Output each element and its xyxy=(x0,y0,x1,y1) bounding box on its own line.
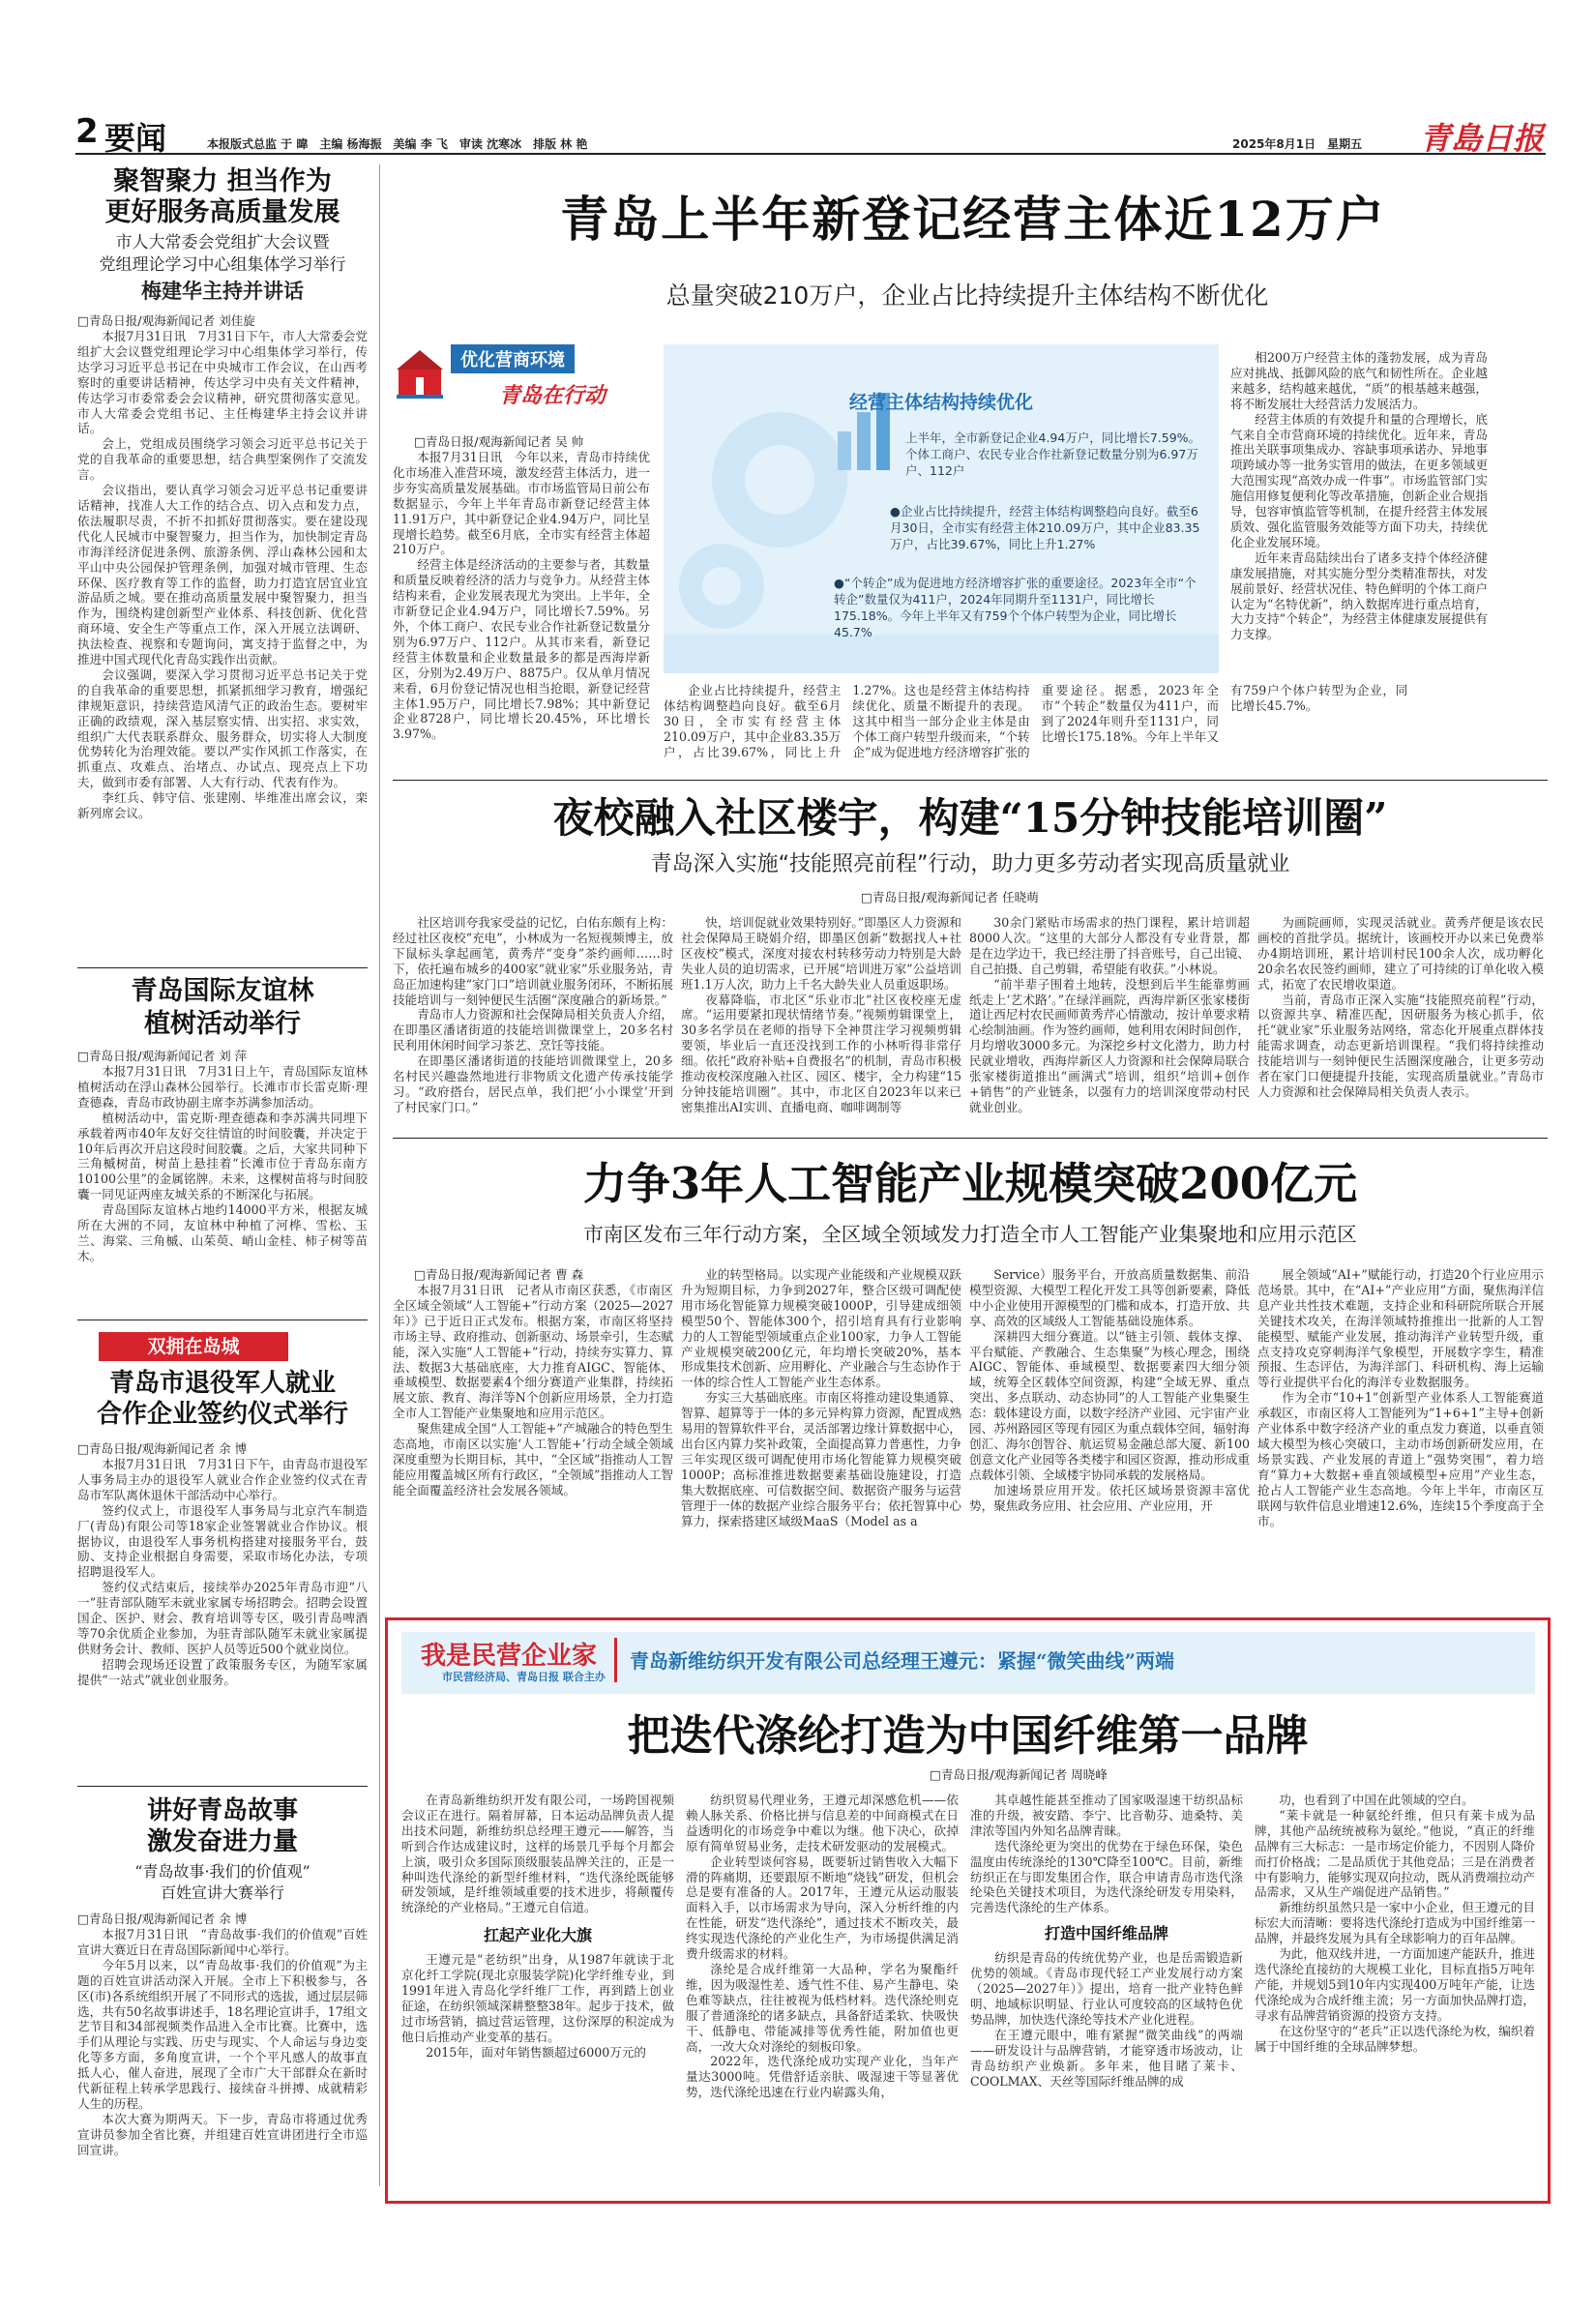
byline: □青岛日报/观海新闻记者 余 博 xyxy=(77,1441,248,1456)
paragraph: 签约仪式结束后，接续举办2025年青岛市迎“八一”驻青部队随军未就业家属专场招聘会。招聘会设置国企、医护、财会、教育培训等专区，吸引青岛啤酒等70余优质企业参加，为驻青部队随军未就业家属提供财务会计、教师、医护人员等近500个就业岗位。 xyxy=(77,1580,368,1656)
paragraph: 夯实三大基础底座。市南区将推动建设集通算、智算、超算等于一体的多元异构算力资源，配置成熟易用的智算软件平台，灵活部署边缘计算数据中心，出台区内算力奖补政策，全面提高算力普惠性，力争三年实现区级可调配使用市场化智能算力规模突破1000P；高标准推进数据要素基础设施建设，打造集大数据底座、可信数据空间、数据资产服务与运营管理于一体的数据产业综合服务平台；依托智算中心算力，探索搭建区域级MaaS（Model as a xyxy=(681,1390,961,1528)
infographic-point: ●“个转企”成为促进地方经济增容扩张的重要途径。2023年全市“个转企”数量仅为411户，2024年同期升至1131户，同比增长175.18%。今年上半年又有759个个体户转型为企业，同比增长45.7% xyxy=(834,576,1197,639)
paragraph: 企业占比持续提升，经营主体结构调整趋向良好。截至6月30日，全市实有经营主体210.09万户，其中企业83.35万户，占比39.67%，同比上升1.27%。这也是经营主体结构持续优化、质量不断提升的表现。这其中相当一部分企业主体是由个体工商户转型升级而来，“个转企”成为促进地方经济增容扩张的重要途径。据悉，2023年全市“个转企”数量仅为411户，而到了2024年则升至1131户，同比增长175.18%。今年上半年又有759户个体户转型为企业，同比增长45.7%。 xyxy=(664,683,1408,759)
paragraph: “莱卡就是一种氨纶纤维，但只有莱卡成为品牌，其他产品统统被称为氨纶。”他说，“真正的纤维品牌有三大标志：一是市场定价能力，不因别人降价而打价格战；二是品质优于其他竞品；三是在消费者中有影响力，能够实现双向拉动，既从消费端拉动产品需求，又从生产端促进产品销售。” xyxy=(1255,1807,1535,1900)
article-4-title: 把迭代涤纶打造为中国纤维第一品牌 xyxy=(627,1711,1309,1761)
article-3-col-3 xyxy=(969,1267,1250,1602)
article-1-body-right xyxy=(1230,350,1488,766)
paragraph: 作为全市“10+1”创新型产业体系人工智能赛道承载区，市南区将人工智能列为“1+6+1”主导+创新产业体系中数字经济产业的重点发力赛道，以垂直领域大模型为核心突破口，主动市场创新研发应用，在场景实践、产业发展的青道上“强势突围”，着力培育“算力+大数据+垂直领域模型+应用”产业生态，抢占人工智能产业生态高地。今年上半年，市南区互联网与软件信息业增速12.6%，连续15个季度高于全市。 xyxy=(1257,1390,1544,1528)
paragraph: 本报7月31日讯 7月31日下午，由青岛市退役军人事务局主办的退役军人就业合作企业签约仪式在青岛市军队离休退休干部活动中心举行。 xyxy=(77,1457,368,1502)
paragraph: 其卓越性能甚至推动了国家吸湿速干纺织品标准的升级，被安踏、李宁、比音勒芬、迪桑特、美津浓等国内外知名品牌青睐。 xyxy=(970,1793,1243,1838)
paragraph: 社区培训夸我家受益的记忆，白佑东颇有上构：经过社区夜校“充电”，小林成为一名短视频博主，放下鼠标头拿起画笔，黄秀芹“变身”茶约画师……时下，依托遍布城乡的400家“就业家”乐业服务站，青岛正加速构建“家门口”培训就业服务闭环，不断拓展技能培训与一刻钟便民生活圈“深度融合的新场景。” xyxy=(393,915,673,1007)
article-3-col-1 xyxy=(393,1283,673,1602)
paragraph: 2022年，迭代涤纶成功实现产业化，当年产量达3000吨。凭借舒适亲肤、吸湿速干等显著优势，迭代涤纶迅速在行业内崭露头角， xyxy=(686,2054,959,2100)
story-title: 合作企业签约仪式举行 xyxy=(96,1400,348,1429)
paragraph: 本报7月31日讯 “青岛故事·我们的价值观”百姓宣讲大赛近日在青岛国际新闻中心举行。 xyxy=(77,1927,368,1957)
article-3-col-2 xyxy=(681,1267,961,1602)
paragraph: 本报7月31日讯 7月31日下午，市人大常委会党组扩大会议暨党组理论学习中心组集体学习举行，传达学习习近平总书记在中央城市工作会议，在山西考察时的重要讲话精神，传达学习中央有关文件精神，传达学习市委常委会会议精神，研究贯彻落实意见。市人大常委会党组书记、主任梅建华主持会议并讲话。 xyxy=(77,329,368,436)
article-1-body-middle xyxy=(664,683,1408,772)
paragraph: 近年来青岛陆续出台了诸多支持个体经济健康发展措施，对其实施分型分类精准帮扶，对发展前景好、经营状况佳、特色鲜明的个体工商户认定为“名特优新”，纳入数据库进行重点培育，大力支持“个转企”，为经营主体健康发展提供有力支撑。 xyxy=(1230,549,1488,642)
paragraph: 本次大赛为期两天。下一步，青岛市将通过优秀宣讲员参加全省比赛，并组建百姓宣讲团进行全市巡回宣讲。 xyxy=(77,2111,368,2157)
story-subtitle: “青岛故事·我们的价值观” xyxy=(134,1862,310,1881)
left-story-2 xyxy=(77,975,368,1306)
left-story-1 xyxy=(77,166,368,960)
paragraph: 在这份坚守的“老兵”正以迭代涤纶为枚，编织着属于中国纤维的全球品牌梦想。 xyxy=(1255,2023,1535,2054)
story-title: 激发奋进力量 xyxy=(146,1827,298,1856)
paragraph: 在即墨区潘诸街道的技能培训微课堂上，20多名村民兴趣盎然地进行非物质文化遗产传承技能学习。“政府搭台，居民点单，我们把‘小小课堂’开到了村民家门口。” xyxy=(393,1053,673,1114)
staff-credits: 本报版式总监 于 暐 主编 杨海振 美编 李 飞 审读 沈寒冰 排版 林 艳 xyxy=(207,137,588,151)
article-3-col-4 xyxy=(1257,1267,1544,1602)
paragraph: 当前，青岛市正深入实施“技能照亮前程”行动，以资源共享、精准匹配，因研服务为核心抓手，依托“就业家”乐业服务站网络，常态化开展重点群体技能需求调查，动态更新培训课程。“我们将持续推动技能培训与一刻钟便民生活圈深度融合，让更多劳动者在家门口便捷提升技能，实现高质量就业。”青岛市人力资源和社会保障局相关负责人表示。 xyxy=(1257,992,1544,1099)
paragraph: 加速场景应用开发。依托区域场景资源丰富优势，聚焦政务应用、社会应用、产业应用，开 xyxy=(969,1482,1250,1513)
divider xyxy=(393,780,1548,781)
byline: □青岛日报/观海新闻记者 吴 帅 xyxy=(414,434,584,449)
story-subtitle: 党组理论学习中心组集体学习举行 xyxy=(99,255,346,275)
paragraph: 涤纶是合成纤维第一大品种，学名为聚酯纤维，因为吸湿性差、透气性不佳、易产生静电、染色难等缺点，往往被视为低档材料。迭代涤纶则克服了普通涤纶的诸多缺点，具备舒适柔软、快吸快干、低静电、带能减排等优秀性能，附加值也更高，一改大众对涤纶的刻板印象。 xyxy=(686,1961,959,2054)
divider xyxy=(77,1786,368,1787)
paragraph: 深耕四大细分赛道。以“链主引领、载体支撑、平台赋能、产教融合、生态集聚”为核心理念，围绕AIGC、智能体、垂域模型、数据要素四大细分领域，统筹全区载体空间资源，构建“全域无界、重点突出、多点联动、动态协同”的人工智能产业集聚生态：载体建设方面，以数字经济产业园、元宇宙产业园、苏州路园区等现有园区为重点载体空间，辐射海创汇、海尔创智谷、航运贸易金融总部大厦、新100创意文化产业园等各类楼宇和园区资源，推动形成重点载体引领、全域楼宇协同承载的发展格局。 xyxy=(969,1328,1250,1482)
paragraph: 本报7月31日讯 7月31日上午，青岛国际友谊林植树活动在浮山森林公园举行。长滩市市长雷克斯·理查德森，青岛市政协副主席李苏满参加活动。 xyxy=(77,1064,368,1110)
story-title: 植树活动举行 xyxy=(144,1009,301,1039)
badge-slogan: 青岛在行动 xyxy=(499,383,606,408)
paragraph: 青岛国际友谊林占地约14000平方米，根据友城所在大洲的不同，友谊林中种植了河桦、雪松、玉兰、海棠、三角槭、山茱萸、峭山金桂、柿子树等苗木。 xyxy=(77,1202,368,1263)
article-2-title: 夜校融入社区楼宇，构建“15分钟技能培训圈” xyxy=(552,794,1388,842)
paragraph: 企业转型谈何容易，既要斩过销售收入大幅下滑的阵痛期，还要跟原不断地“烧钱”研发，但机会总是要有准备的人。2017年，王遵元从运动服装面料入手，以市场需求为导向，深入分析纤维的内在性能，研发“迭代涤纶”，通过技术不断攻关，最终实现迭代涤纶的产业化生产，为市场提供满足消费升级需求的材料。 xyxy=(686,1853,959,1962)
column-badge xyxy=(393,335,683,431)
section-name: 要闻 xyxy=(104,120,167,157)
paragraph: 快，培训促就业效果特别好。”即墨区人力资源和社会保障局王晓娟介绍，即墨区创新“数据找人+社区夜校”模式，深度对接农村转移劳动力特别是大龄失业人员的迫切需求，已开展“培训进万家”公益培训班1.1万人次，助力上千名大龄失业人员重返职场。 xyxy=(681,915,961,992)
paragraph: 今年5月以来，以“青岛故事·我们的价值观”为主题的百姓宣讲活动深入开展。全市上下积极参与，各区(市)各系统组织开展了不同形式的选拔，通过层层筛选，共有50名故事讲述手，18名理论宣讲手，17组文艺节目和34部视频类作品进入全市比赛。比赛中，选手们从理论与实践、历史与现实、个人命运与身边变化等多方面，多角度宣讲，一个个平凡感人的故事直抵人心，催人奋进，展现了全市广大干部群众在新时代新征程上转承学思践行、接续奋斗拼搏、成就精彩人生的历程。 xyxy=(77,1957,368,2111)
article-4-col-3 xyxy=(970,1793,1243,2195)
badge-label: 优化营商环境 xyxy=(451,344,575,373)
section-heading: 扛起产业化大旗 xyxy=(483,1926,592,1945)
issue-date: 2025年8月1日 星期五 xyxy=(1232,137,1363,151)
byline: □青岛日报/观海新闻记者 余 博 xyxy=(77,1912,248,1926)
article-1-body-left xyxy=(393,450,650,750)
page-number: 2 xyxy=(75,112,99,151)
article-3-subtitle: 市南区发布三年行动方案，全区域全领域发力打造全市人工智能产业集聚地和应用示范区 xyxy=(583,1223,1357,1246)
paragraph: 纺织贸易代理业务，王遵元却深感危机——依赖人脉关系、价格比拼与信息差的中间商模式在日益透明化的市场竞争中难以为继。他下决心，砍掉原有简单贸易业务，走技术研发驱动的发展模式。 xyxy=(686,1793,959,1853)
article-4-col-4 xyxy=(1255,1793,1535,2195)
byline: □青岛日报/观海新闻记者 周晓峰 xyxy=(930,1767,1108,1782)
paragraph: 会议指出，要认真学习领会习近平总书记重要讲话精神，找准人大工作的结合点、切入点和发力点，依法履职尽责，不折不扣抓好贯彻落实。要在建设现代化人民城市中聚智聚力，担当作为，加快制定青岛市海洋经济促进条例、旅游条例、浮山森林公园和太平山中央公园保护管理条例，加强对城市管理、生态环保、医疗教育等工作的监督，助力打造宜居宜业宜游品质之城。要在推动高质量发展中聚智聚力，担当作为，围绕构建创新型产业体系、科技创新、优化营商环境、安全生产等重点工作，深入开展立法调研、执法检查、视察和专题询问，寓支持于监督之中，为推进中国式现代化青岛实践作出贡献。 xyxy=(77,483,368,667)
story-subtitle: 百姓宣讲大赛举行 xyxy=(160,1883,284,1902)
paragraph: 迭代涤纶更为突出的优势在于绿色环保，染色温度由传统涤纶的130℃降至100℃。目前，新维纺织正在与即发集团合作，联合申请青岛市迭代涤纶染色关键技术项目，为迭代涤纶研发专用染料，完善迭代涤纶的生产体系。 xyxy=(970,1838,1243,1915)
story-title: 青岛国际友谊林 xyxy=(131,976,314,1006)
paragraph: 为此，他双线并进，一方面加速产能跃升，推进迭代涤纶直接纺的大规模工业化，目标直指5万吨年产能，并规划5到10年内实现400万吨年产能，让迭代涤纶成为合成纤维主流；另一方面加快品牌打造，寻求有品牌营销资源的投资方支持。 xyxy=(1255,1946,1535,2023)
article-2-col-4 xyxy=(1257,915,1544,1128)
infographic-panel xyxy=(664,344,1219,673)
infographic-point: 上半年，全市新登记企业4.94万户，同比增长7.59%。个体工商户、农民专业合作社新登记数量分别为6.97万户、112户 xyxy=(905,430,1201,478)
paragraph: 会议强调，要深入学习贯彻习近平总书记关于党的自我革命的重要思想，抓紧抓细学习教育，增强纪律规矩意识，持续营造风清气正的政治生态。要树牢正确的政绩观，深入基层察实情、出实招、求实效，组织广大代表联系群众、服务群众，切实将人大制度优势转化为治理效能。要以严实作风抓工作落实，在抓重点、攻难点、治堵点、办试点、现亮点上下功夫，做到市委有部署、人大有行动、代表有作为。 xyxy=(77,667,368,790)
paragraph: 签约仪式上，市退役军人事务局与北京汽车制造厂(青岛)有限公司等18家企业签署就业合作协议。根据协议，由退役军人事务机构搭建对接服务平台，鼓励、支持企业根据自身需要，采取市场化办法，专项招聘退役军人。 xyxy=(77,1502,368,1580)
paragraph: 王遵元是“老纺织”出身，从1987年就读于北京化纤工学院(现北京服装学院)化学纤维专业，到1991年进入青岛化学纤维厂工作，再到踏上创业征途，在纺织领域深耕整整38年。起步于技术，做过市场营销，搞过营运管理，这份深厚的积淀成为他日后推动产业变革的基石。 xyxy=(401,1952,674,2044)
story-subtitle: 梅建华主持并讲话 xyxy=(141,279,304,303)
byline: □青岛日报/观海新闻记者 任晓萌 xyxy=(861,890,1039,904)
paragraph: 会上，党组成员围绕学习领会习近平总书记关于党的自我革命的重要思想，结合典型案例作了交流发言。 xyxy=(77,436,368,483)
paragraph: 本报7月31日讯 记者从市南区获悉，《市南区全区域全领域“人工智能+”行动方案（2025—2027年）》已于近日正式发布。根据方案，市南区将坚持市场主导、政府推动、创新驱动、场景牵引，生态赋能，深入实施“人工智能+”行动，持续夯实算力、算法、数据3大基础底座，大力推育AIGC、智能体、垂域模型、数据要素4个细分赛道产业集群，持续拓展文旅、教育、海洋等N个创新应用场景，全力打造全市人工智能产业集聚地和应用示范区。 xyxy=(393,1283,673,1421)
paragraph: Service）服务平台，开放高质量数据集、前沿模型资源、大模型工程化开发工具等创新要素，降低中小企业使用开源模型的门槛和成本，打造开放、共享、高效的区域级人工智能基础设施体系。 xyxy=(969,1267,1250,1328)
paragraph: 展全领域“AI+”赋能行动，打造20个行业应用示范场景。其中，在“AI+”产业应用”方面，聚焦海洋信息产业共性技术难题，支持企业和科研院所联合开展关键技术攻关，在海洋领域特推推出一批新的人工智能模型、赋能产业发展，推动海洋产业转型升级，重点支持攻克穿刺海洋气象模型，开展数字孪生，精准预报、生态评估，为海洋部门、科研机构、海上运输等行业提供平台化的海洋专业数据服务。 xyxy=(1257,1267,1544,1390)
byline: □青岛日报/观海新闻记者 曹 森 xyxy=(414,1267,584,1282)
paragraph: 纺织是青岛的传统优势产业，也是岳需锻造新优势的领域。《青岛市现代轻工产业发展行动方案（2025—2027年）》提出，培育一批产业特色鲜明、地域标识明显、行业认可度较高的区域特色优势品牌，加快迭代涤纶等技术产业化进程。 xyxy=(970,1950,1243,2027)
article-1-subtitle: 总量突破210万户，企业占比持续提升主体结构不断优化 xyxy=(665,282,1269,310)
paragraph: 招聘会现场还设置了政策服务专区，为随军家属提供“一站式”就业创业服务。 xyxy=(77,1656,368,1687)
article-2-col-2 xyxy=(681,915,961,1128)
column-banner: 双拥在岛城 xyxy=(99,1332,288,1361)
paragraph: 30余门紧贴市场需求的热门课程，累计培训超8000人次。“这里的大部分人都没有专业背景，都是在边学边干，我已经注册了抖音账号，自己出镜、自己拍摄、自己剪辑，希望能有收获。”小林说。 xyxy=(969,915,1250,976)
paragraph: 植树活动中，雷克斯·理查德森和李苏满共同埋下承载着两市40年友好交往情谊的时间胶囊，并决定于10年后再次开启这段时间胶囊。之后，大家共同种下三角槭树苗，树苗上悬挂着“长滩市位于青岛东南方10100公里”的金属铭牌。未来，这棵树苗将与时间胶囊一同见证两座友城关系的不断深化与拓展。 xyxy=(77,1110,368,1202)
byline: □青岛日报/观海新闻记者 刘佳旋 xyxy=(77,313,255,328)
divider xyxy=(77,967,368,968)
article-2-col-3 xyxy=(969,915,1250,1128)
left-story-4 xyxy=(77,1795,368,2204)
paragraph: 2015年，面对年销售额超过6000万元的 xyxy=(426,2044,647,2060)
column-sponsor: 市民营经济局、青岛日报 联合主办 xyxy=(442,1671,606,1683)
paragraph: 李红兵、韩守信、张建刚、毕维准出席会议，栾新列席会议。 xyxy=(77,790,368,821)
story-title: 讲好青岛故事 xyxy=(146,1796,298,1825)
paragraph: 业的转型格局。以实现产业能级和产业规模双跃升为短期目标，力争到2027年，整合区级可调配使用市场化智能算力规模突破1000P，引导建成细领模型50个、智能体300个，招引培育具有行业影响力的人工智能型领域重点企业100家，力争人工智能产业规模突破200亿元，年均增长突破20%，基本形成集技术创新、应用孵化、产业融合与生态协作于一体的综合性人工智能产业生态体系。 xyxy=(681,1267,961,1390)
story-title: 更好服务高质量发展 xyxy=(104,197,340,227)
paragraph: 经营主体质的有效提升和量的合理增长，底气来自全市营商环境的持续优化。近年来，青岛推出关联事项集成办、容缺事项承诺办、异地事项跨域办等一批务实管用的做法，在更多领域更大范围实现“高效办成一件事”。市场监管部门实施信用修复便利化等改革措施，创新企业合规指导，包容审慎监管等机制，在提升经营主体发展质效、强化监管服务效能等方面下功夫，持续优化企业发展环境。 xyxy=(1230,411,1488,549)
byline: □青岛日报/观海新闻记者 刘 萍 xyxy=(77,1049,248,1063)
column-headline: 青岛新维纺织开发有限公司总经理王遵元：紧握“微笑曲线”两端 xyxy=(630,1649,1175,1673)
column-name: 我是民营企业家 xyxy=(421,1642,598,1671)
left-story-3 xyxy=(77,1368,368,1776)
infographic-point: ●企业占比持续提升，经营主体结构调整趋向良好。截至6月30日，全市实有经营主体210.09万户，其中企业83.35万户，占比39.67%，同比上升1.27% xyxy=(890,504,1200,551)
infographic-title: 经营主体结构持续优化 xyxy=(848,392,1033,413)
article-2-subtitle: 青岛深入实施“技能照亮前程”行动，助力更多劳动者实现高质量就业 xyxy=(650,852,1290,876)
column-separator xyxy=(614,1638,617,1682)
article-4-col-1 xyxy=(401,1793,674,2195)
paragraph: 相200万户经营主体的蓬勃发展，成为青岛应对挑战、抵御风险的底气和韧性所在。企业越来越多，结构越来越优，“质”的根基越来越强，将不断发展壮大经营活力发展活力。 xyxy=(1230,350,1488,411)
paragraph: 聚焦建成全国“人工智能+”产城融合的特色型生态高地，市南区以实施‘人工智能+’行动全域全领域深度重塑为长期目标，其中，“全区域”指推动人工智能应用覆盖城区所有行政区，“全领域”指推动人工智能全面覆盖经济社会发展各领域。 xyxy=(393,1421,673,1498)
story-title: 聚智聚力 担当作为 xyxy=(113,166,332,196)
paragraph: 在青岛新维纺织开发有限公司，一场跨国视频会议正在进行。隔着屏幕，日本运动品牌负责人提出技术问题，新维纺织总经理王遵元——解答，当听到合作达成建议时，这样的场景几乎每个月都会上演，吸引众多国际顶级服装品牌关注的，正是一种叫迭代涤纶的新型纤维材料，“迭代涤纶既能够研发领域，是纤维领域重要的技术进步，将颠覆传统涤纶的产业格局。”王遵元自信道。 xyxy=(401,1793,674,1915)
paragraph: “前半辈子围着土地转，没想到后半生能靠剪画纸走上‘艺术路’。”在绿洋画院，西海岸新区张家楼街道让西尼村农民画师黄秀芹心情激动，按计单要求精心绘制油画。作为签约画师，她利用农闲时间创作，月均增收3000多元。为深挖乡村文化潜力，助力村民就业增收，西海岸新区人力资源和社会保障局联合张家楼街道推出“画满式”培训，组织“培训+创作+销售”的产业链条，以强有力的培训深度带动村民就业创业。 xyxy=(969,976,1250,1114)
paragraph: 夜幕降临，市北区“乐业市北”社区夜校座无虚席。“运用要紧扣现状情绪节奏。”视频剪辑课堂上，30多名学员在老师的指导下全神贯注学习视频剪辑要领，毕业后一直还没找到工作的小林听得非常仔细。依托“政府补贴+自费报名”的机制，青岛市积极推动夜校深度融入社区、园区、楼宇，全力构建“15分钟技能培训圈”。其中，市北区自2023年以来已密集推出AI实训、直播电商、咖啡调制等 xyxy=(681,992,961,1114)
story-subtitle: 市人大常委会党组扩大会议暨 xyxy=(115,233,330,252)
article-4-col-2 xyxy=(686,1793,959,2195)
article-3-title: 力争3年人工智能产业规模突破200亿元 xyxy=(582,1158,1358,1209)
featured-article-box xyxy=(385,1617,1551,2204)
paragraph: 功，也看到了中国在此领域的空白。 xyxy=(1279,1793,1474,1807)
story-title: 青岛市退役军人就业 xyxy=(108,1369,336,1398)
divider xyxy=(393,1138,1548,1139)
paragraph: 本报7月31日讯 今年以来，青岛市持续优化市场准入准营环境，激发经营主体活力，进一步夯实高质量发展基础。市市场监管局日前公布数据显示，今年上半年青岛市新登记经营主体11.91万户，其中新登记企业4.94万户，同比呈现增长趋势。截至6月底，全市实有经营主体超210万户。 xyxy=(393,450,650,557)
section-heading: 打造中国纤维品牌 xyxy=(1044,1924,1168,1943)
paragraph: 为画院画师，实现灵活就业。黄秀芹便是该农民画校的首批学员。据统计，该画校开办以来已免费举办4期培训班，累计培训村民100余人次，成功孵化20余名农民签约画师，建立了可持续的订单化收入模式，拓宽了农民增收渠道。 xyxy=(1257,915,1544,992)
masthead-logo: 青島日报 xyxy=(1420,120,1545,157)
paragraph: 新维纺织虽然只是一家中小企业，但王遵元的目标宏大而清晰：要将迭代涤纶打造成为中国纤维第一品牌，并最终发展为具有全球影响力的百年品牌。 xyxy=(1255,1900,1535,1946)
page-header xyxy=(75,114,1546,155)
article-1-title: 青岛上半年新登记经营主体近12万户 xyxy=(560,191,1386,248)
paragraph: 青岛市人力资源和社会保障局相关负责人介绍，在即墨区潘诸街道的技能培训微课堂上，20多名村民利用休闲时间学习茶艺、烹饪等技能。 xyxy=(393,1007,673,1053)
paragraph: 在王遵元眼中，唯有紧握“微笑曲线”的两端——研发设计与品牌营销，才能穿透市场波动，让青岛纺织产业焕新。多年来，他目睹了莱卡、COOLMAX、天丝等国际纤维品牌的成 xyxy=(970,2027,1243,2089)
left-column-divider xyxy=(379,164,380,2186)
paragraph: 经营主体是经济活动的主要参与者，其数量和质量反映着经济的活力与竞争力。从经营主体结构来看，企业发展表现尤为突出。上半年，全市新登记企业4.94万户，同比增长7.59%。另外，个体工商户、农民专业合作社新登记数量分别为6.97万户、112户。从其市来看，新登记经营主体数量和企业数量最多的都是西海岸新区，分别为2.49万户、8875户。仅从单月情况来看，6月份登记情况也相当抢眼，新登记经营主体1.95万户，同比增长7.98%；其中新登记企业8728户，同比增长20.45%，环比增长3.97%。 xyxy=(393,557,650,742)
city-landmark-icon xyxy=(393,341,447,402)
article-2-col-1 xyxy=(393,915,673,1128)
